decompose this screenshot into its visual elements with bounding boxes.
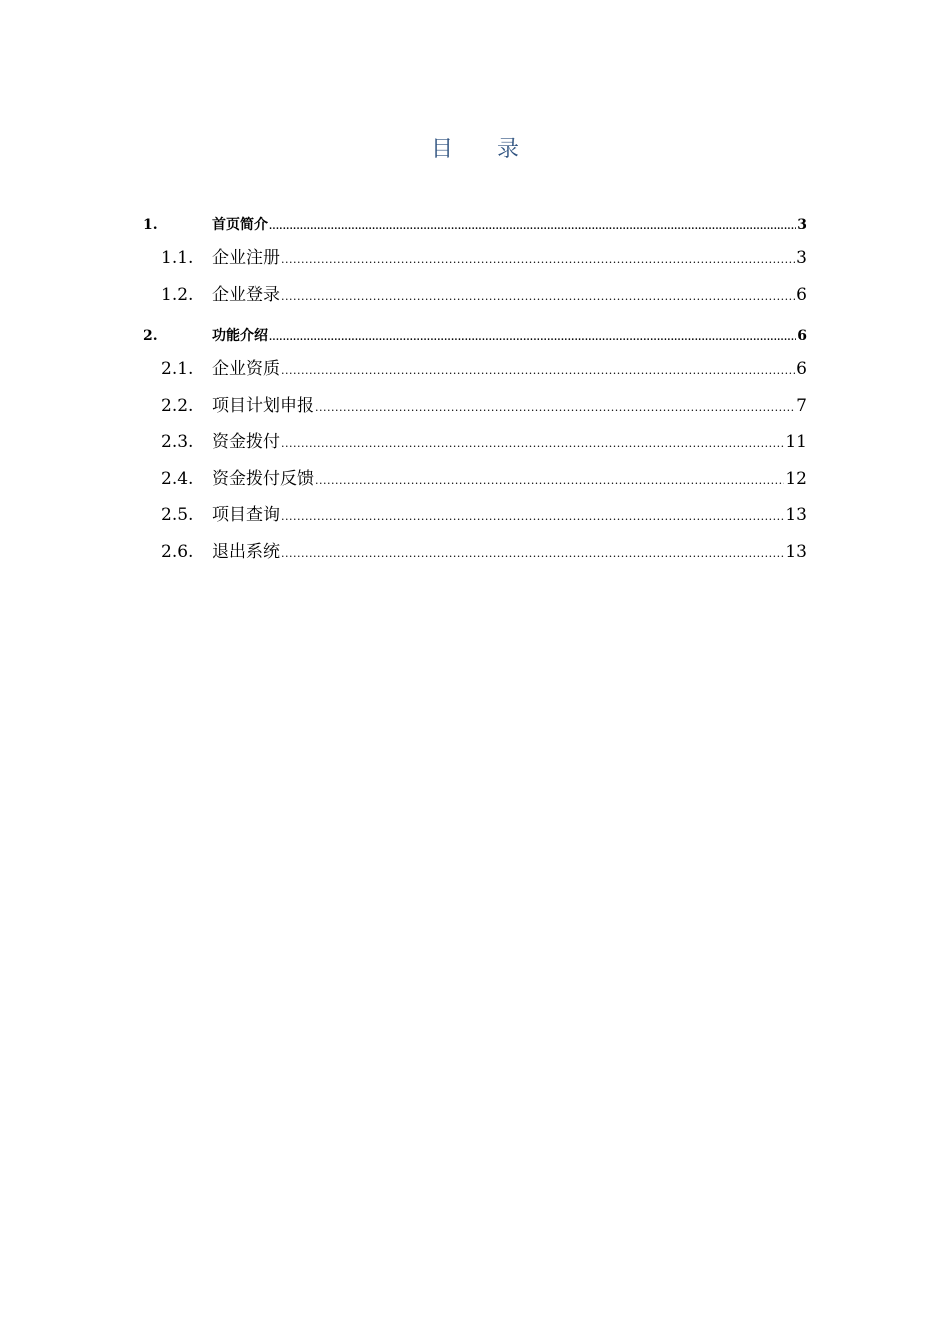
toc-title-char-left: 目 bbox=[430, 137, 453, 162]
toc-entry-1-1[interactable] bbox=[143, 240, 807, 277]
toc-entry-label: 首页简介 bbox=[212, 217, 268, 233]
toc-entry-label: 功能介绍 bbox=[212, 328, 268, 344]
toc-entry-page: 3 bbox=[797, 217, 807, 233]
toc-leader-dots bbox=[269, 210, 796, 242]
toc-entry-label: 企业资质 bbox=[212, 359, 280, 379]
toc-entry-number: 2.5. bbox=[161, 505, 194, 525]
toc-entry-page: 7 bbox=[796, 395, 807, 416]
toc-leader-dots bbox=[281, 277, 795, 316]
toc-entry-label: 资金拨付 bbox=[212, 432, 280, 452]
toc-entry-page: 13 bbox=[785, 541, 807, 562]
toc-entry-2[interactable] bbox=[143, 321, 807, 351]
toc-entry-label: 资金拨付反馈 bbox=[212, 468, 314, 489]
toc-entry-number: 2. bbox=[143, 328, 158, 344]
toc-entry-label: 项目查询 bbox=[212, 505, 280, 525]
toc-leader-dots bbox=[281, 534, 784, 573]
toc-entry-number: 2.2. bbox=[161, 395, 194, 416]
toc-entry-page: 3 bbox=[796, 248, 807, 268]
toc-entry-2-5[interactable] bbox=[143, 497, 807, 534]
toc-entry-number: 1.1. bbox=[161, 248, 194, 268]
toc-entry-page: 13 bbox=[785, 505, 807, 525]
toc-entry-label: 项目计划申报 bbox=[212, 395, 314, 416]
toc-entry-1[interactable] bbox=[143, 210, 807, 240]
toc-leader-dots bbox=[315, 388, 795, 427]
toc-entry-page: 6 bbox=[796, 359, 807, 379]
toc-entry-number: 1.2. bbox=[161, 284, 194, 305]
toc-entry-1-2[interactable] bbox=[143, 277, 807, 314]
toc-leader-dots bbox=[315, 461, 784, 500]
toc-entry-label: 退出系统 bbox=[212, 541, 280, 562]
toc-entry-number: 2.3. bbox=[161, 432, 194, 452]
toc-entry-number: 2.6. bbox=[161, 541, 194, 562]
toc-entry-number: 1. bbox=[143, 217, 158, 233]
toc-title-char-right: 录 bbox=[497, 137, 520, 162]
toc-leader-dots bbox=[281, 240, 795, 279]
toc-leader-dots bbox=[281, 497, 784, 536]
toc-entry-2-1[interactable] bbox=[143, 351, 807, 388]
toc-entry-page: 12 bbox=[785, 468, 807, 489]
toc-leader-dots bbox=[281, 424, 784, 463]
toc-entry-page: 6 bbox=[797, 328, 807, 344]
toc-title bbox=[0, 134, 950, 166]
toc-entry-page: 6 bbox=[796, 284, 807, 305]
toc-entry-label: 企业登录 bbox=[212, 284, 280, 305]
toc-leader-dots bbox=[281, 351, 795, 390]
toc-entry-2-6[interactable] bbox=[143, 534, 807, 571]
toc-entry-page: 11 bbox=[785, 432, 807, 452]
table-of-contents bbox=[143, 210, 807, 570]
toc-entry-2-2[interactable] bbox=[143, 388, 807, 425]
toc-entry-2-4[interactable] bbox=[143, 461, 807, 498]
toc-leader-dots bbox=[269, 321, 796, 353]
toc-entry-2-3[interactable] bbox=[143, 424, 807, 461]
toc-entry-number: 2.1. bbox=[161, 359, 194, 379]
toc-entry-number: 2.4. bbox=[161, 468, 194, 489]
toc-entry-label: 企业注册 bbox=[212, 248, 280, 268]
